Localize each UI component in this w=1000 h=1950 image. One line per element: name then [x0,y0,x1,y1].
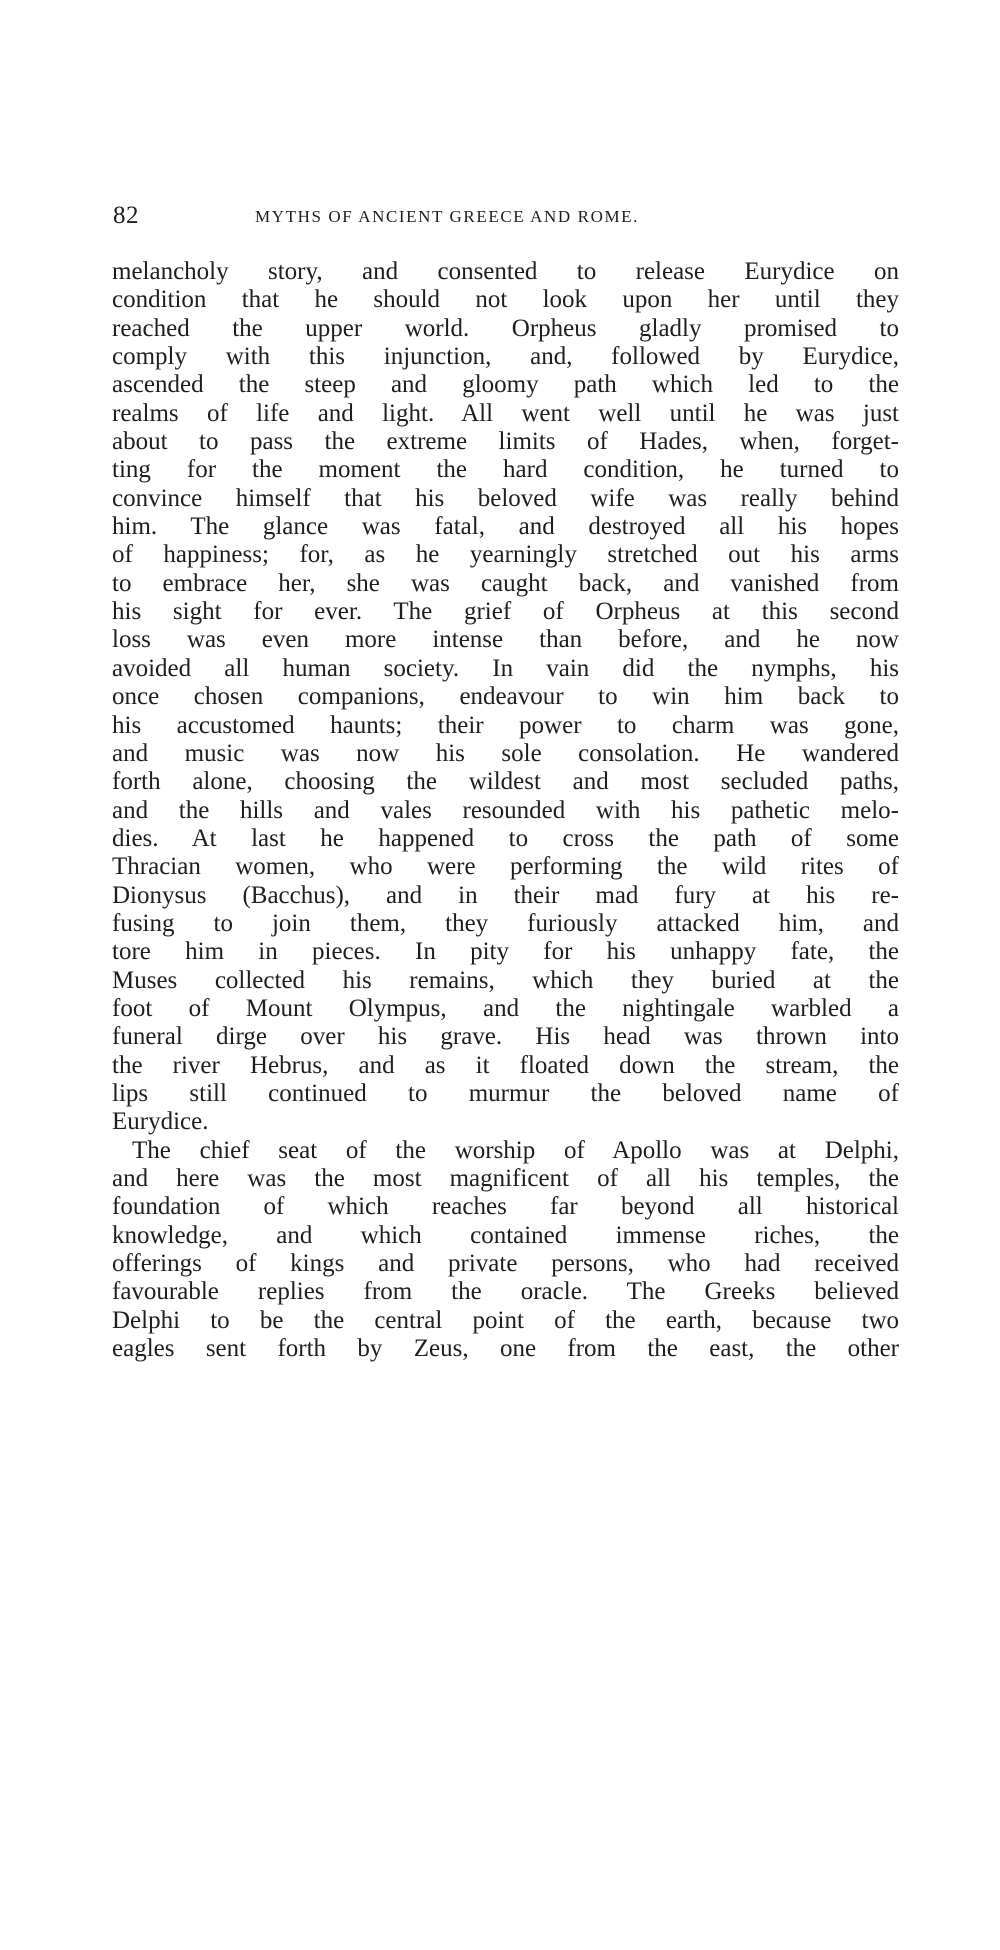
text-line: the river Hebrus, and as it floated down the stream, the [112,1051,899,1079]
body-text [112,258,899,1363]
text-line: to embrace her, she was caught back, and vanished from [112,569,899,597]
text-line: eagles sent forth by Zeus, one from the east, the other [112,1335,899,1363]
text-line: avoided all human society. In vain did the nymphs, his [112,654,899,682]
text-line: reached the upper world. Orpheus gladly promised to [112,314,899,342]
page-number: 82 [113,202,139,229]
text-line: ascended the steep and gloomy path which led to the [112,371,899,399]
text-line: foot of Mount Olympus, and the nightingale warbled a [112,994,899,1022]
text-line: once chosen companions, endeavour to win him back to [112,683,899,711]
text-line: loss was even more intense than before, and he now [112,626,899,654]
running-title: MYTHS OF ANCIENT GREECE AND ROME. [255,207,640,226]
text-line: convince himself that his beloved wife was really behind [112,484,899,512]
text-line: of happiness; for, as he yearningly stretched out his arms [112,541,899,569]
text-line: knowledge, and which contained immense riches, the [112,1221,899,1249]
text-line-paragraph-start: The chief seat of the worship of Apollo was at Delphi, [132,1136,899,1164]
text-line: Delphi to be the central point of the earth, because two [112,1306,899,1334]
text-line: about to pass the extreme limits of Hades, when, forget- [112,428,899,456]
text-line: dies. At last he happened to cross the path of some [112,824,899,852]
text-line: offerings of kings and private persons, who had received [112,1250,899,1278]
text-line: realms of life and light. All went well until he was just [112,399,899,427]
text-line: tore him in pieces. In pity for his unhappy fate, the [112,938,899,966]
text-line: his sight for ever. The grief of Orpheus at this second [112,598,899,626]
text-line: funeral dirge over his grave. His head was thrown into [112,1023,899,1051]
text-line: and the hills and vales resounded with his pathetic melo- [112,796,899,824]
text-line: Muses collected his remains, which they buried at the [112,966,899,994]
text-line: and here was the most magnificent of all his temples, the [112,1165,899,1192]
text-line: and music was now his sole consolation. He wandered [112,739,899,767]
text-line: comply with this injunction, and, followed by Eurydice, [112,343,899,371]
text-line: forth alone, choosing the wildest and most secluded paths, [112,768,899,796]
text-line: foundation of which reaches far beyond all historical [112,1193,899,1221]
text-line: condition that he should not look upon her until they [112,286,899,314]
text-line-paragraph-end: Eurydice. [112,1108,209,1136]
text-line: Thracian women, who were performing the wild rites of [112,853,899,881]
text-line: fusing to join them, they furiously attacked him, and [112,909,899,937]
text-line: him. The glance was fatal, and destroyed all his hopes [112,513,899,541]
text-line: favourable replies from the oracle. The Greeks believed [112,1278,899,1306]
running-header [113,202,898,232]
text-line: melancholy story, and consented to release Eurydice on [112,258,899,285]
text-line: ting for the moment the hard condition, he turned to [112,456,899,484]
text-line: Dionysus (Bacchus), and in their mad fury at his re- [112,881,899,909]
text-line: lips still continued to murmur the beloved name of [112,1079,899,1107]
text-line: his accustomed haunts; their power to charm was gone, [112,711,899,739]
